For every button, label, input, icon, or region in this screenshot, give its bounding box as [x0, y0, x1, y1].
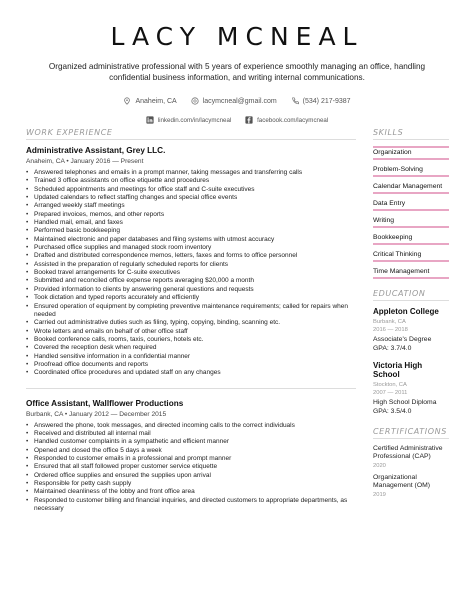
skill-item: Critical Thinking — [373, 250, 449, 262]
contact-row — [0, 97, 474, 107]
social-row — [0, 116, 474, 126]
job-bullets — [26, 169, 356, 378]
section-title-certifications: CERTIFICATIONS — [373, 427, 449, 439]
school-place: Burbank, CA — [373, 318, 406, 325]
bullet-item: • Performed basic bookkeeping — [26, 227, 356, 235]
education-entry — [373, 307, 449, 352]
email-link[interactable]: lacymcneal@gmail.com — [202, 97, 277, 105]
divider — [26, 388, 356, 389]
bullet-item: • Drafted and distributed correspondence memos, letters, faxes and forms to office personnel — [26, 252, 356, 260]
bullet-item: • Assisted in the preparation of regularly scheduled reports for clients — [26, 261, 356, 269]
facebook-icon — [245, 116, 253, 124]
job-title: Administrative Assistant, Grey LLC. — [26, 146, 166, 155]
bullet-item: • Responded to customer emails in a professional and prompt manner — [26, 455, 356, 463]
bullet-item: • Handled mail, email, and faxes — [26, 219, 356, 227]
bullet-item: • Proofread office documents and reports — [26, 361, 356, 369]
resume-name: LACY MCNEAL — [110, 22, 364, 51]
education-entry — [373, 361, 449, 415]
skill-item: Time Management — [373, 267, 449, 279]
job-entry — [26, 146, 356, 378]
certification-year: 2019 — [373, 491, 386, 498]
school-years: 2007 — 2011 — [373, 389, 408, 396]
email-icon — [191, 97, 199, 105]
job-title: Office Assistant, Wallflower Productions — [26, 398, 184, 408]
skill-item: Organization — [373, 146, 449, 160]
bullet-item: • Booked travel arrangements for C-suite executives — [26, 269, 356, 277]
bullet-item: • Coordinated office procedures and updated staff on any changes — [26, 369, 356, 377]
phone-icon — [291, 97, 299, 105]
degree: High School Diploma — [373, 398, 437, 406]
bullet-item: • Ensured operation of equipment by completing preventive maintenance requirements; called for repairs when needed — [26, 303, 356, 320]
school-years: 2016 — 2018 — [373, 326, 408, 333]
summary: Organized administrative professional with 5 years of experience smoothly managing an office, handling confidential business information, and writing internal communications. — [48, 62, 426, 82]
linkedin-icon — [146, 116, 154, 124]
location-pin-icon — [123, 97, 131, 105]
bullet-item: • Took dictation and typed reports accurately and efficiently — [26, 294, 356, 302]
gpa: GPA: 3.5/4.0 — [373, 407, 412, 415]
facebook-link[interactable]: facebook.com/lacymcneal — [257, 116, 329, 124]
bullet-item: • Responded to customer billing and financial inquiries, and directed customers to appropriate departments, as necessary — [26, 497, 356, 514]
bullet-item: • Opened and closed the office 5 days a week — [26, 447, 356, 455]
degree: Associate's Degree — [373, 335, 432, 343]
skill-item: Calendar Management — [373, 182, 449, 194]
bullet-item: • Prepared invoices, memos, and other reports — [26, 211, 356, 219]
bullet-item: • Handled customer complaints in a sympathetic and efficient manner — [26, 438, 356, 446]
section-title-skills: SKILLS — [373, 128, 449, 140]
bullet-item: • Maintained electronic and paper databases and filing systems with utmost accuracy — [26, 236, 356, 244]
job-entry — [26, 399, 356, 514]
job-meta: Anaheim, CA • January 2016 — Present — [26, 158, 144, 165]
bullet-item: • Carried out administrative duties such as filing, typing, copying, binding, scanning etc. — [26, 319, 356, 327]
certification-name: Organizational Management (OM) — [373, 473, 431, 489]
bullet-item: • Submitted and reconciled office expense reports averaging $20,000 a month — [26, 277, 356, 285]
skill-item: Problem-Solving — [373, 165, 449, 177]
certification-year: 2020 — [373, 462, 386, 469]
bullet-item: • Provided information to clients by answering general questions and requests — [26, 286, 356, 294]
bullet-item: • Updated calendars to reflect staffing changes and special office events — [26, 194, 356, 202]
school-name: Victoria High School — [373, 360, 423, 379]
bullet-item: • Ordered office supplies and ensured the supplies upon arrival — [26, 472, 356, 480]
school-place: Stockton, CA — [373, 381, 407, 388]
certification-entry — [373, 445, 449, 469]
section-title-education: EDUCATION — [373, 289, 449, 301]
bullet-item: • Answered telephones and emails in a prompt manner, taking messages and transferring calls — [26, 169, 356, 177]
bullet-item: • Responsible for petty cash supply — [26, 480, 356, 488]
certification-name: Certified Administrative Professional (CAP) — [373, 444, 443, 460]
bullet-item: • Covered the reception desk when required — [26, 344, 356, 352]
work-experience-section — [26, 128, 356, 513]
skill-item: Data Entry — [373, 199, 449, 211]
gpa: GPA: 3.7/4.0 — [373, 344, 412, 352]
bullet-item: • Trained 3 office assistants on office etiquette and procedures — [26, 177, 356, 185]
skill-item: Bookkeeping — [373, 233, 449, 245]
bullet-item: • Maintained cleanliness of the lobby and front office area — [26, 488, 356, 496]
certification-entry — [373, 474, 449, 498]
job-bullets — [26, 422, 356, 514]
bullet-item: • Wrote letters and emails on behalf of other office staff — [26, 328, 356, 336]
skill-item: Writing — [373, 216, 449, 228]
job-meta: Burbank, CA • January 2012 — December 2015 — [26, 410, 167, 418]
section-title-work: WORK EXPERIENCE — [26, 128, 356, 140]
sidebar — [373, 128, 449, 503]
skills-list — [373, 146, 449, 279]
bullet-item: • Arranged weekly staff meetings — [26, 202, 356, 210]
bullet-item: • Answered the phone, took messages, and directed incoming calls to the correct individuals — [26, 422, 356, 430]
school-name: Appleton College — [373, 307, 439, 316]
bullet-item: • Ensured that all staff followed proper customer service etiquette — [26, 463, 356, 471]
bullet-item: • Received and distributed all internal mail — [26, 430, 356, 438]
bullet-item: • Scheduled appointments and meetings for office staff and C-suite executives — [26, 186, 356, 194]
bullet-item: • Booked conference calls, rooms, taxis, couriers, hotels etc. — [26, 336, 356, 344]
location: Anaheim, CA — [135, 97, 177, 105]
bullet-item: • Handled sensitive information in a confidential manner — [26, 353, 356, 361]
bullet-item: • Purchased office supplies and managed stock room inventory — [26, 244, 356, 252]
phone: (534) 217-9387 — [302, 97, 351, 105]
linkedin-link[interactable]: linkedin.com/in/lacymcneal — [157, 116, 232, 124]
